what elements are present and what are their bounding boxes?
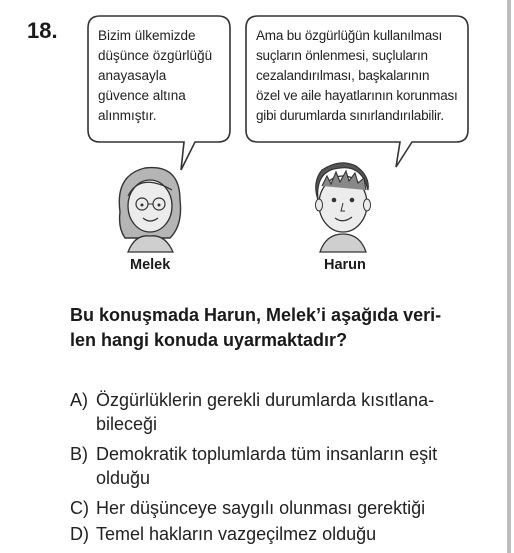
option-b[interactable] — [70, 442, 500, 490]
option-text: Demokratik toplumlarda tüm insanların eşit — [96, 444, 438, 464]
harun-speech — [256, 26, 466, 126]
option-letter: D) — [70, 524, 89, 544]
speech-line: güvence altına — [98, 88, 186, 103]
harun-illustration — [316, 163, 371, 252]
option-text: Özgürlüklerin gerekli durumlarda kısıtlana- — [96, 390, 435, 410]
question-line: len hangi konuda uyarmaktadır? — [70, 330, 348, 350]
speech-line: alınmıştır. — [98, 108, 157, 123]
option-letter: B) — [70, 444, 88, 464]
option-d[interactable] — [70, 522, 500, 546]
speaker-name-melek: Melek — [130, 257, 171, 273]
option-c[interactable] — [70, 496, 500, 520]
option-text: Temel hakların vazgeçilmez olduğu — [96, 524, 377, 544]
speech-line: gibi durumlarda sınırlandırılabilir. — [256, 108, 444, 123]
speech-line: anayasayla — [98, 68, 167, 83]
speech-line: Bizim ülkemizde — [98, 28, 196, 43]
option-text-continued: olduğu — [96, 468, 151, 488]
speech-line: suçların önlenmesi, suçluların — [256, 48, 428, 63]
option-letter: C) — [70, 498, 89, 518]
question-number: 18. — [27, 18, 58, 43]
option-letter: A) — [70, 390, 88, 410]
question-line: Bu konuşmada Harun, Melek’i aşağıda veri- — [70, 305, 442, 325]
melek-illustration — [119, 168, 180, 252]
option-text-continued: bileceği — [96, 414, 158, 434]
melek-speech — [98, 26, 226, 126]
speech-line: düşünce özgürlüğü — [98, 48, 213, 63]
question-text — [70, 303, 500, 353]
speech-line: cezalandırılması, başkalarının — [256, 68, 430, 83]
speech-line: özel ve aile hayatlarının korunması — [256, 88, 458, 103]
option-a[interactable] — [70, 388, 500, 436]
speech-line: Ama bu özgürlüğün kullanılması — [256, 28, 443, 43]
speaker-name-harun: Harun — [324, 257, 366, 273]
option-text: Her düşünceye saygılı olunması gerektiği — [96, 498, 426, 518]
